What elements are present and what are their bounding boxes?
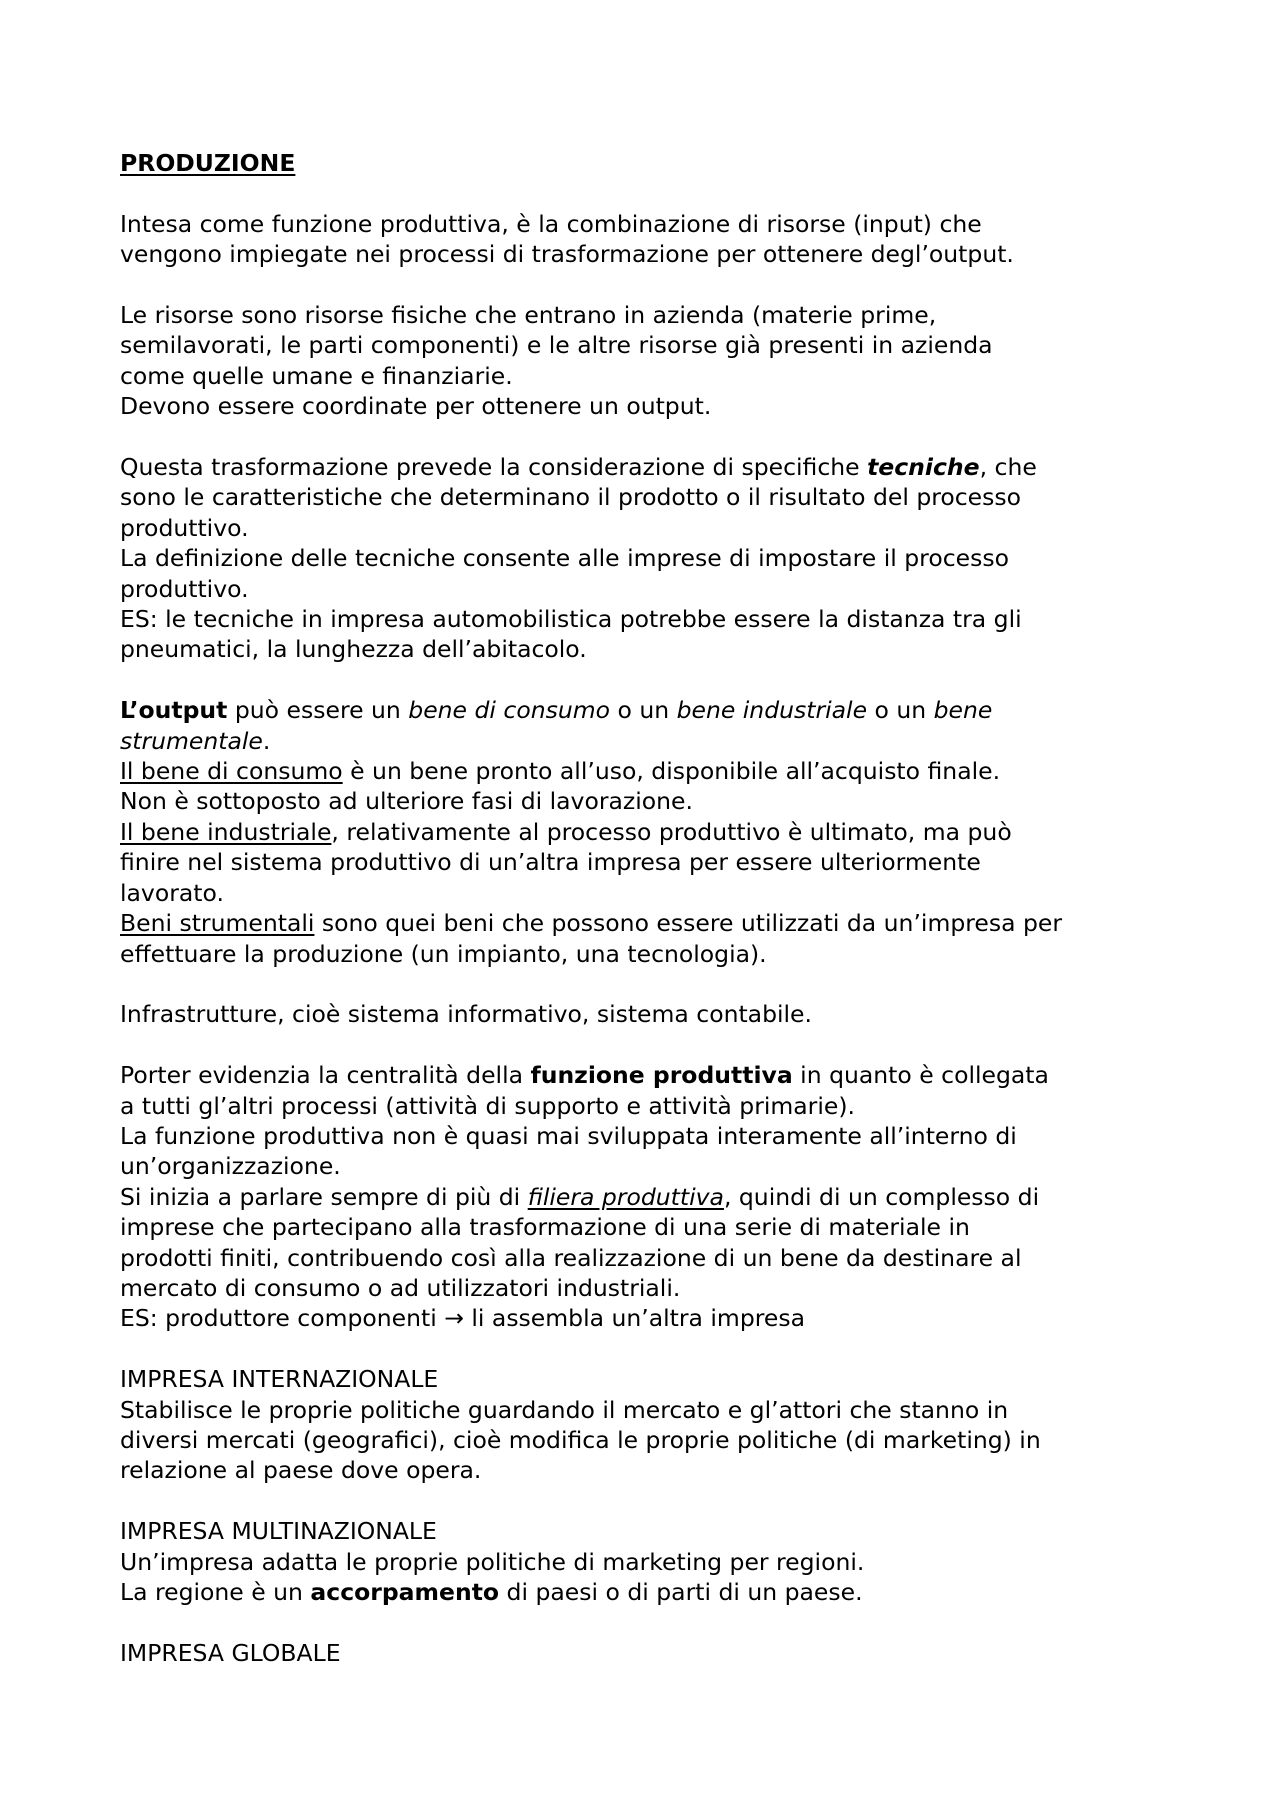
- text-span: è un bene pronto all’uso, disponibile all’acquisto finale.: [342, 757, 1001, 786]
- text-line: mercato di consumo o ad utilizzatori industriali.: [120, 1273, 681, 1302]
- text-line: semilavorati, le parti componenti) e le altre risorse già presenti in azienda: [120, 331, 993, 360]
- text-line: pneumatici, la lunghezza dell’abitacolo.: [120, 635, 587, 664]
- section-heading: IMPRESA INTERNAZIONALE: [120, 1365, 439, 1394]
- text-line: a tutti gl’altri processi (attività di supporto e attività primarie).: [120, 1091, 855, 1120]
- text-line: [120, 452, 1180, 482]
- text-line: finire nel sistema produttivo di un’altra impresa per essere ulteriormente: [120, 848, 981, 877]
- text-line: La funzione produttiva non è quasi mai sviluppata interamente all’interno di: [120, 1121, 1017, 1150]
- text-line: [120, 1060, 1180, 1090]
- text-line: vengono impiegate nei processi di trasformazione per ottenere degl’output.: [120, 240, 1014, 269]
- multinazionale-section: [120, 1516, 1180, 1607]
- text-span: o un: [867, 696, 934, 725]
- text-line: effettuare la produzione (un impianto, una tecnologia).: [120, 939, 767, 968]
- text-line: [120, 1182, 1180, 1212]
- tecniche-paragraph: [120, 452, 1180, 665]
- text-line: un’organizzazione.: [120, 1152, 341, 1181]
- text-span: .: [262, 726, 271, 755]
- text-line: Intesa come funzione produttiva, è la combinazione di risorse (input) che: [120, 209, 982, 238]
- text-span: La regione è un: [120, 1577, 311, 1606]
- document-title: PRODUZIONE: [120, 149, 296, 177]
- text-line: Non è sottoposto ad ulteriore fasi di lavorazione.: [120, 787, 693, 816]
- term-strumentale: strumentale: [120, 726, 263, 755]
- text-line: Le risorse sono risorse fisiche che entrano in azienda (materie prime,: [120, 301, 937, 329]
- text-span: Porter evidenzia la centralità della: [120, 1061, 531, 1090]
- term-tecniche: tecniche: [867, 453, 980, 482]
- document-page: [120, 148, 1180, 1668]
- intro-paragraph: [120, 209, 1180, 270]
- text-line: [120, 817, 1180, 847]
- output-paragraph: [120, 695, 1180, 969]
- term-funzione-produttiva: funzione produttiva: [530, 1061, 793, 1090]
- text-span: di paesi o di parti di un paese.: [499, 1577, 863, 1606]
- term-accorpamento: accorpamento: [310, 1577, 500, 1606]
- text-line: Stabilisce le proprie politiche guardando il mercato e gl’attori che stanno in: [120, 1395, 1009, 1424]
- underlined-bene-industriale: Il bene industriale: [120, 817, 332, 846]
- text-line: [120, 695, 1180, 725]
- text-line: [120, 1577, 1180, 1607]
- text-span: , che: [979, 453, 1037, 482]
- text-span: in quanto è collegata: [792, 1061, 1049, 1090]
- text-line: Un’impresa adatta le proprie politiche di marketing per regioni.: [120, 1547, 865, 1576]
- text-span: Questa trasformazione prevede la considerazione di specifiche: [120, 453, 868, 482]
- globale-section: [120, 1638, 1180, 1668]
- text-line: relazione al paese dove opera.: [120, 1456, 482, 1485]
- term-output: L’output: [120, 696, 228, 725]
- text-line: La definizione delle tecniche consente alle imprese di impostare il processo: [120, 544, 1009, 573]
- risorse-paragraph: [120, 300, 1180, 422]
- text-line: [120, 726, 1180, 756]
- text-line: diversi mercati (geografici), cioè modifica le proprie politiche (di marketing) in: [120, 1425, 1041, 1454]
- underlined-bene-di-consumo: Il bene di consumo: [120, 757, 343, 786]
- text-span: può essere un: [227, 696, 409, 725]
- term-filiera-produttiva: filiera produttiva: [527, 1182, 724, 1211]
- text-line: imprese che partecipano alla trasformazione di una serie di materiale in: [120, 1213, 970, 1242]
- text-line: prodotti finiti, contribuendo così alla realizzazione di un bene da destinare al: [120, 1243, 1022, 1272]
- text-line: produttivo.: [120, 574, 249, 603]
- text-line: produttivo.: [120, 513, 249, 542]
- porter-paragraph: [120, 1060, 1180, 1334]
- underlined-beni-strumentali: Beni strumentali: [120, 909, 315, 938]
- text-span: Si inizia a parlare sempre di più di: [120, 1182, 528, 1211]
- section-heading: IMPRESA GLOBALE: [120, 1638, 341, 1667]
- term-bene-di-consumo: bene di consumo: [408, 696, 610, 725]
- infrastrutture-paragraph: Infrastrutture, cioè sistema informativo, sistema contabile.: [120, 1000, 812, 1029]
- text-span: , relativamente al processo produttivo è ultimato, ma può: [331, 817, 1012, 846]
- term-bene-industriale: bene industriale: [676, 696, 868, 725]
- text-span: o un: [610, 696, 677, 725]
- text-line: sono le caratteristiche che determinano il prodotto o il risultato del processo: [120, 483, 1022, 512]
- text-line: lavorato.: [120, 878, 224, 907]
- text-line: ES: le tecniche in impresa automobilistica potrebbe essere la distanza tra gli: [120, 605, 1022, 634]
- text-line: [120, 756, 1180, 786]
- text-line: [120, 908, 1180, 938]
- text-span: sono quei beni che possono essere utilizzati da un’impresa per: [314, 909, 1063, 938]
- text-line: ES: produttore componenti → li assembla un’altra impresa: [120, 1304, 805, 1333]
- text-line: come quelle umane e finanziarie.: [120, 361, 513, 390]
- internazionale-section: [120, 1364, 1180, 1486]
- text-span: , quindi di un complesso di: [723, 1182, 1040, 1211]
- section-heading: IMPRESA MULTINAZIONALE: [120, 1517, 437, 1546]
- term-bene: bene: [933, 696, 993, 725]
- text-line: Devono essere coordinate per ottenere un output.: [120, 392, 712, 421]
